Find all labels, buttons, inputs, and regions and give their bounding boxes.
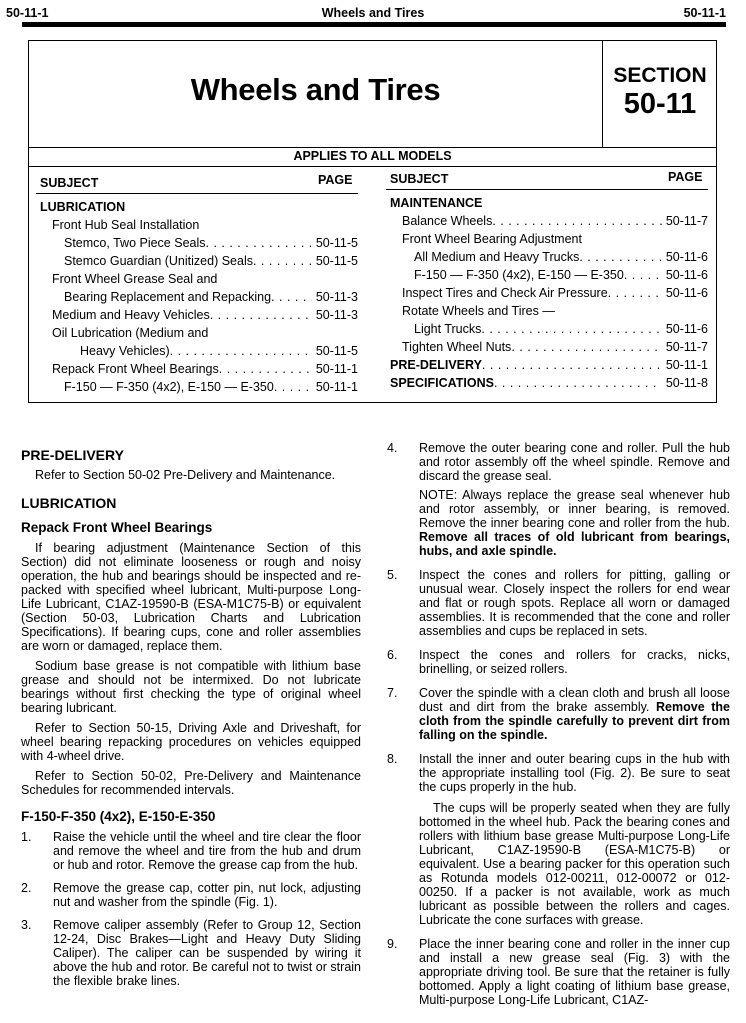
header-title: Wheels and Tires	[321, 6, 425, 20]
lubrication-heading: LUBRICATION	[21, 495, 117, 511]
toc-entry-page: 50-11-6	[665, 250, 708, 264]
step-2	[21, 881, 361, 909]
toc-leader-dots	[219, 360, 312, 378]
toc-right-subject-label: SUBJECT	[390, 172, 449, 186]
toc-entry-text: Inspect Tires and Check Air Pressure	[402, 286, 608, 300]
toc-entry-text: Oil Lubrication (Medium and	[52, 326, 209, 340]
toc-entry-page: 50-11-5	[315, 344, 358, 358]
toc-left-list	[40, 198, 358, 396]
header-rule	[22, 22, 726, 27]
toc-leader-dots	[624, 266, 662, 284]
step-8	[387, 752, 730, 794]
toc-entry	[40, 216, 358, 234]
step-7-bold-text: Remove the cloth from the spindle carefully to prevent dirt from falling on the spindle.	[419, 700, 731, 742]
repack-heading: Repack Front Wheel Bearings	[21, 520, 213, 535]
toc-entry	[390, 338, 708, 356]
toc-right-page-label: PAGE	[668, 170, 703, 184]
step-number: 3.	[21, 918, 32, 932]
toc-entry-page: 50-11-3	[315, 308, 358, 322]
step-4-note	[387, 488, 730, 558]
toc-entry	[40, 306, 358, 324]
note-text: NOTE: Always replace the grease seal whenever hub and rotor assembly, or inner bearing, is removed. Remove the inner bearing cone and roller from the hub.	[419, 488, 730, 530]
toc-entry-text: F-150 — F-350 (4x2), E-150 — E-350	[414, 268, 624, 282]
toc-entry-text: Stemco, Two Piece Seals	[64, 236, 206, 250]
toc-entry-page: 50-11-6	[665, 286, 708, 300]
f150-heading: F-150-F-350 (4x2), E-150-E-350	[21, 809, 216, 824]
toc-entry	[390, 230, 708, 248]
toc-entry-text: Rotate Wheels and Tires —	[402, 304, 555, 318]
toc-entry-text: Front Wheel Bearing Adjustment	[402, 232, 582, 246]
step-text: Cover the spindle with a clean cloth and brush all loose dust and dirt from the brake assembly.	[419, 686, 730, 714]
toc-entry-page: 50-11-8	[665, 376, 708, 390]
toc-entry	[40, 324, 358, 342]
toc-right-list	[390, 194, 708, 392]
toc-entry	[40, 252, 358, 270]
step-1	[21, 830, 361, 872]
step-6	[387, 648, 730, 676]
toc-entry-page: 50-11-6	[665, 268, 708, 282]
toc-leader-dots	[579, 248, 661, 266]
toc-entry-text: Front Hub Seal Installation	[52, 218, 200, 232]
toc-entry	[390, 248, 708, 266]
para-bearing-adjustment: If bearing adjustment (Maintenance Section of this Section) did not eliminate looseness or rough and noisy operation, the hub and bearings should be inspected and re-packed with specified wheel lubricant, Multi-purpose Long-Life Lubricant, C1AZ-19590-B (ESA-M1C75-B) or equivalent (Section 50-03, Lubrication Charts and Lubrication Specifications). If bearing cups, cone and roller assemblies are worn or damaged, replace them.	[21, 541, 361, 653]
toc-entry	[390, 356, 708, 374]
step-4	[387, 441, 730, 483]
step-text: Remove the outer bearing cone and roller. Pull the hub and rotor assembly off the wheel spindle. Remove and discard the grease seal.	[419, 441, 730, 483]
toc-entry-text: SPECIFICATIONS	[390, 376, 494, 390]
toc-entry-page: 50-11-1	[315, 380, 358, 394]
step-number: 1.	[21, 830, 32, 844]
step-text: Inspect the cones and rollers for pitting, galling or unusual wear. Closely inspect the rollers for end wear and flat or rough spots. Replace all worn or damaged assemblies. It is recommended that the cone and roller assemblies and cups be replaced in sets.	[419, 568, 730, 638]
section-number: 50-11	[623, 88, 697, 120]
step-text: Remove caliper assembly (Refer to Group 12, Section 12-24, Disc Brakes—Light and Heavy Duty Sliding Caliper). The caliper can be suspended by wiring it above the hub and rotor. Be careful not to twist or strain the flexible brake lines.	[53, 918, 361, 988]
toc-left-subject-label: SUBJECT	[40, 176, 99, 190]
toc-entry-text: Balance Wheels	[402, 214, 493, 228]
step-9	[387, 937, 730, 1007]
applies-rule	[28, 166, 717, 167]
step-text: Raise the vehicle until the wheel and tire clear the floor and remove the wheel and tire from the hub and drum or hub and rotor. Remove the grease cap from the hub.	[53, 830, 361, 872]
step-number: 7.	[387, 686, 398, 700]
header-page-right: 50-11-1	[683, 6, 726, 20]
toc-entry-text: Stemco Guardian (Unitized) Seals	[64, 254, 253, 268]
step-5	[387, 568, 730, 638]
toc-entry-text: Bearing Replacement and Repacking	[64, 290, 272, 304]
toc-entry	[390, 266, 708, 284]
toc-entry	[40, 270, 358, 288]
step-number: 5.	[387, 568, 398, 582]
right-column	[387, 441, 730, 1007]
para-4wd-reference: Refer to Section 50-15, Driving Axle and Driveshaft, for wheel bearing repacking procedures on vehicles equipped with 4-wheel drive.	[21, 721, 361, 763]
para-sodium-grease: Sodium base grease is not compatible with lithium base grease and should not be intermixed. Do not lubricate bearings without first checking the type of original wheel bearing lubricant.	[21, 659, 361, 715]
toc-entry-text: Front Wheel Grease Seal and	[52, 272, 218, 286]
toc-entry	[40, 234, 358, 252]
note-bold-text: Remove all traces of old lubricant from bearings, hubs, and axle spindle.	[419, 530, 730, 558]
toc-entry	[390, 284, 708, 302]
header-page-left: 50-11-1	[6, 6, 49, 20]
step-8-para-text: The cups will be properly seated when they are fully bottomed in the wheel hub. Pack the bearing cones and rollers with lithium base grease Multi-purpose Long-Life Lubricant, C1AZ-19590-B (ESA-M1C75-B) or equivalent. Use a bearing packer for this operation such as Rotunda models 012-00211, 012-00072 or 012-00250. If a packer is not available, work as much lubricant as possible between the rollers and cages. Lubricate the cone surfaces with grease.	[419, 801, 730, 927]
step-3	[21, 918, 361, 988]
section-label: SECTION	[613, 64, 707, 87]
step-number: 8.	[387, 752, 398, 766]
toc-entry	[40, 288, 358, 306]
left-column	[21, 448, 361, 988]
step-number: 6.	[387, 648, 398, 662]
toc-entry	[390, 194, 708, 212]
applies-to: APPLIES TO ALL MODELS	[293, 149, 452, 163]
toc-left-rule	[36, 193, 358, 194]
toc-entry-page: 50-11-5	[315, 254, 358, 268]
toc-leader-dots	[511, 338, 662, 356]
toc-entry	[390, 320, 708, 338]
toc-entry-text: Repack Front Wheel Bearings	[52, 362, 219, 376]
toc-leader-dots	[481, 320, 661, 338]
toc-entry-text: All Medium and Heavy Trucks	[414, 250, 580, 264]
toc-leader-dots	[492, 212, 662, 230]
toc-entry	[390, 302, 708, 320]
toc-left-page-label: PAGE	[318, 173, 353, 187]
toc-entry-text: Light Trucks	[414, 322, 482, 336]
pre-delivery-text: Refer to Section 50-02 Pre-Delivery and Maintenance.	[35, 468, 336, 482]
toc-entry	[390, 374, 708, 392]
step-text: Remove the grease cap, cotter pin, nut lock, adjusting nut and washer from the spindle (Fig. 1).	[53, 881, 361, 909]
page-title: Wheels and Tires	[190, 72, 441, 107]
toc-leader-dots	[170, 342, 312, 360]
toc-leader-dots	[274, 378, 312, 396]
toc-leader-dots	[482, 356, 662, 374]
toc-leader-dots	[210, 306, 312, 324]
step-number: 2.	[21, 881, 32, 895]
toc-entry	[390, 212, 708, 230]
toc-leader-dots	[608, 284, 662, 302]
step-7	[387, 686, 730, 742]
toc-entry-page: 50-11-7	[665, 340, 708, 354]
toc-entry-page: 50-11-1	[665, 358, 708, 372]
toc-entry-page: 50-11-7	[665, 214, 708, 228]
toc-leader-dots	[206, 234, 312, 252]
step-8-paragraph	[387, 801, 730, 927]
toc-entry	[40, 198, 358, 216]
toc-entry	[40, 360, 358, 378]
toc-entry-text: Tighten Wheel Nuts	[402, 340, 512, 354]
step-text: Install the inner and outer bearing cups in the hub with the appropriate installing tool (Fig. 2). Be sure to seat the cups properly in the hub.	[419, 752, 730, 794]
toc-entry-page: 50-11-1	[315, 362, 358, 376]
step-text: Place the inner bearing cone and roller in the inner cup and install a new grease seal (Fig. 3) with the appropriate driving tool. Be sure that the retainer is fully bottomed. Apply a light coating of lithium base grease, Multi-purpose Long-Life Lubricant, C1AZ-	[419, 937, 730, 1007]
step-number: 4.	[387, 441, 398, 455]
para-maintenance-schedules: Refer to Section 50-02, Pre-Delivery and Maintenance Schedules for recommended intervals.	[21, 769, 361, 797]
toc-entry-page: 50-11-6	[665, 322, 708, 336]
toc-entry-text: F-150 — F-350 (4x2), E-150 — E-350	[64, 380, 274, 394]
toc-entry-page: 50-11-3	[315, 290, 358, 304]
toc-leader-dots	[253, 252, 312, 270]
toc-entry-page: 50-11-5	[315, 236, 358, 250]
step-text: Inspect the cones and rollers for cracks, nicks, brinelling, or seized rollers.	[419, 648, 730, 676]
pre-delivery-heading: PRE-DELIVERY	[21, 447, 124, 463]
toc-entry	[40, 378, 358, 396]
toc-leader-dots	[271, 288, 312, 306]
toc-right-rule	[386, 189, 708, 190]
toc-entry	[40, 342, 358, 360]
toc-entry-text: MAINTENANCE	[390, 196, 483, 210]
toc-entry-text: Medium and Heavy Vehicles	[52, 308, 210, 322]
toc-entry-text: LUBRICATION	[40, 200, 126, 214]
toc-entry-text: PRE-DELIVERY	[390, 358, 482, 372]
toc-entry-text: Heavy Vehicles)	[80, 344, 170, 358]
step-number: 9.	[387, 937, 398, 951]
toc-leader-dots	[494, 374, 662, 392]
